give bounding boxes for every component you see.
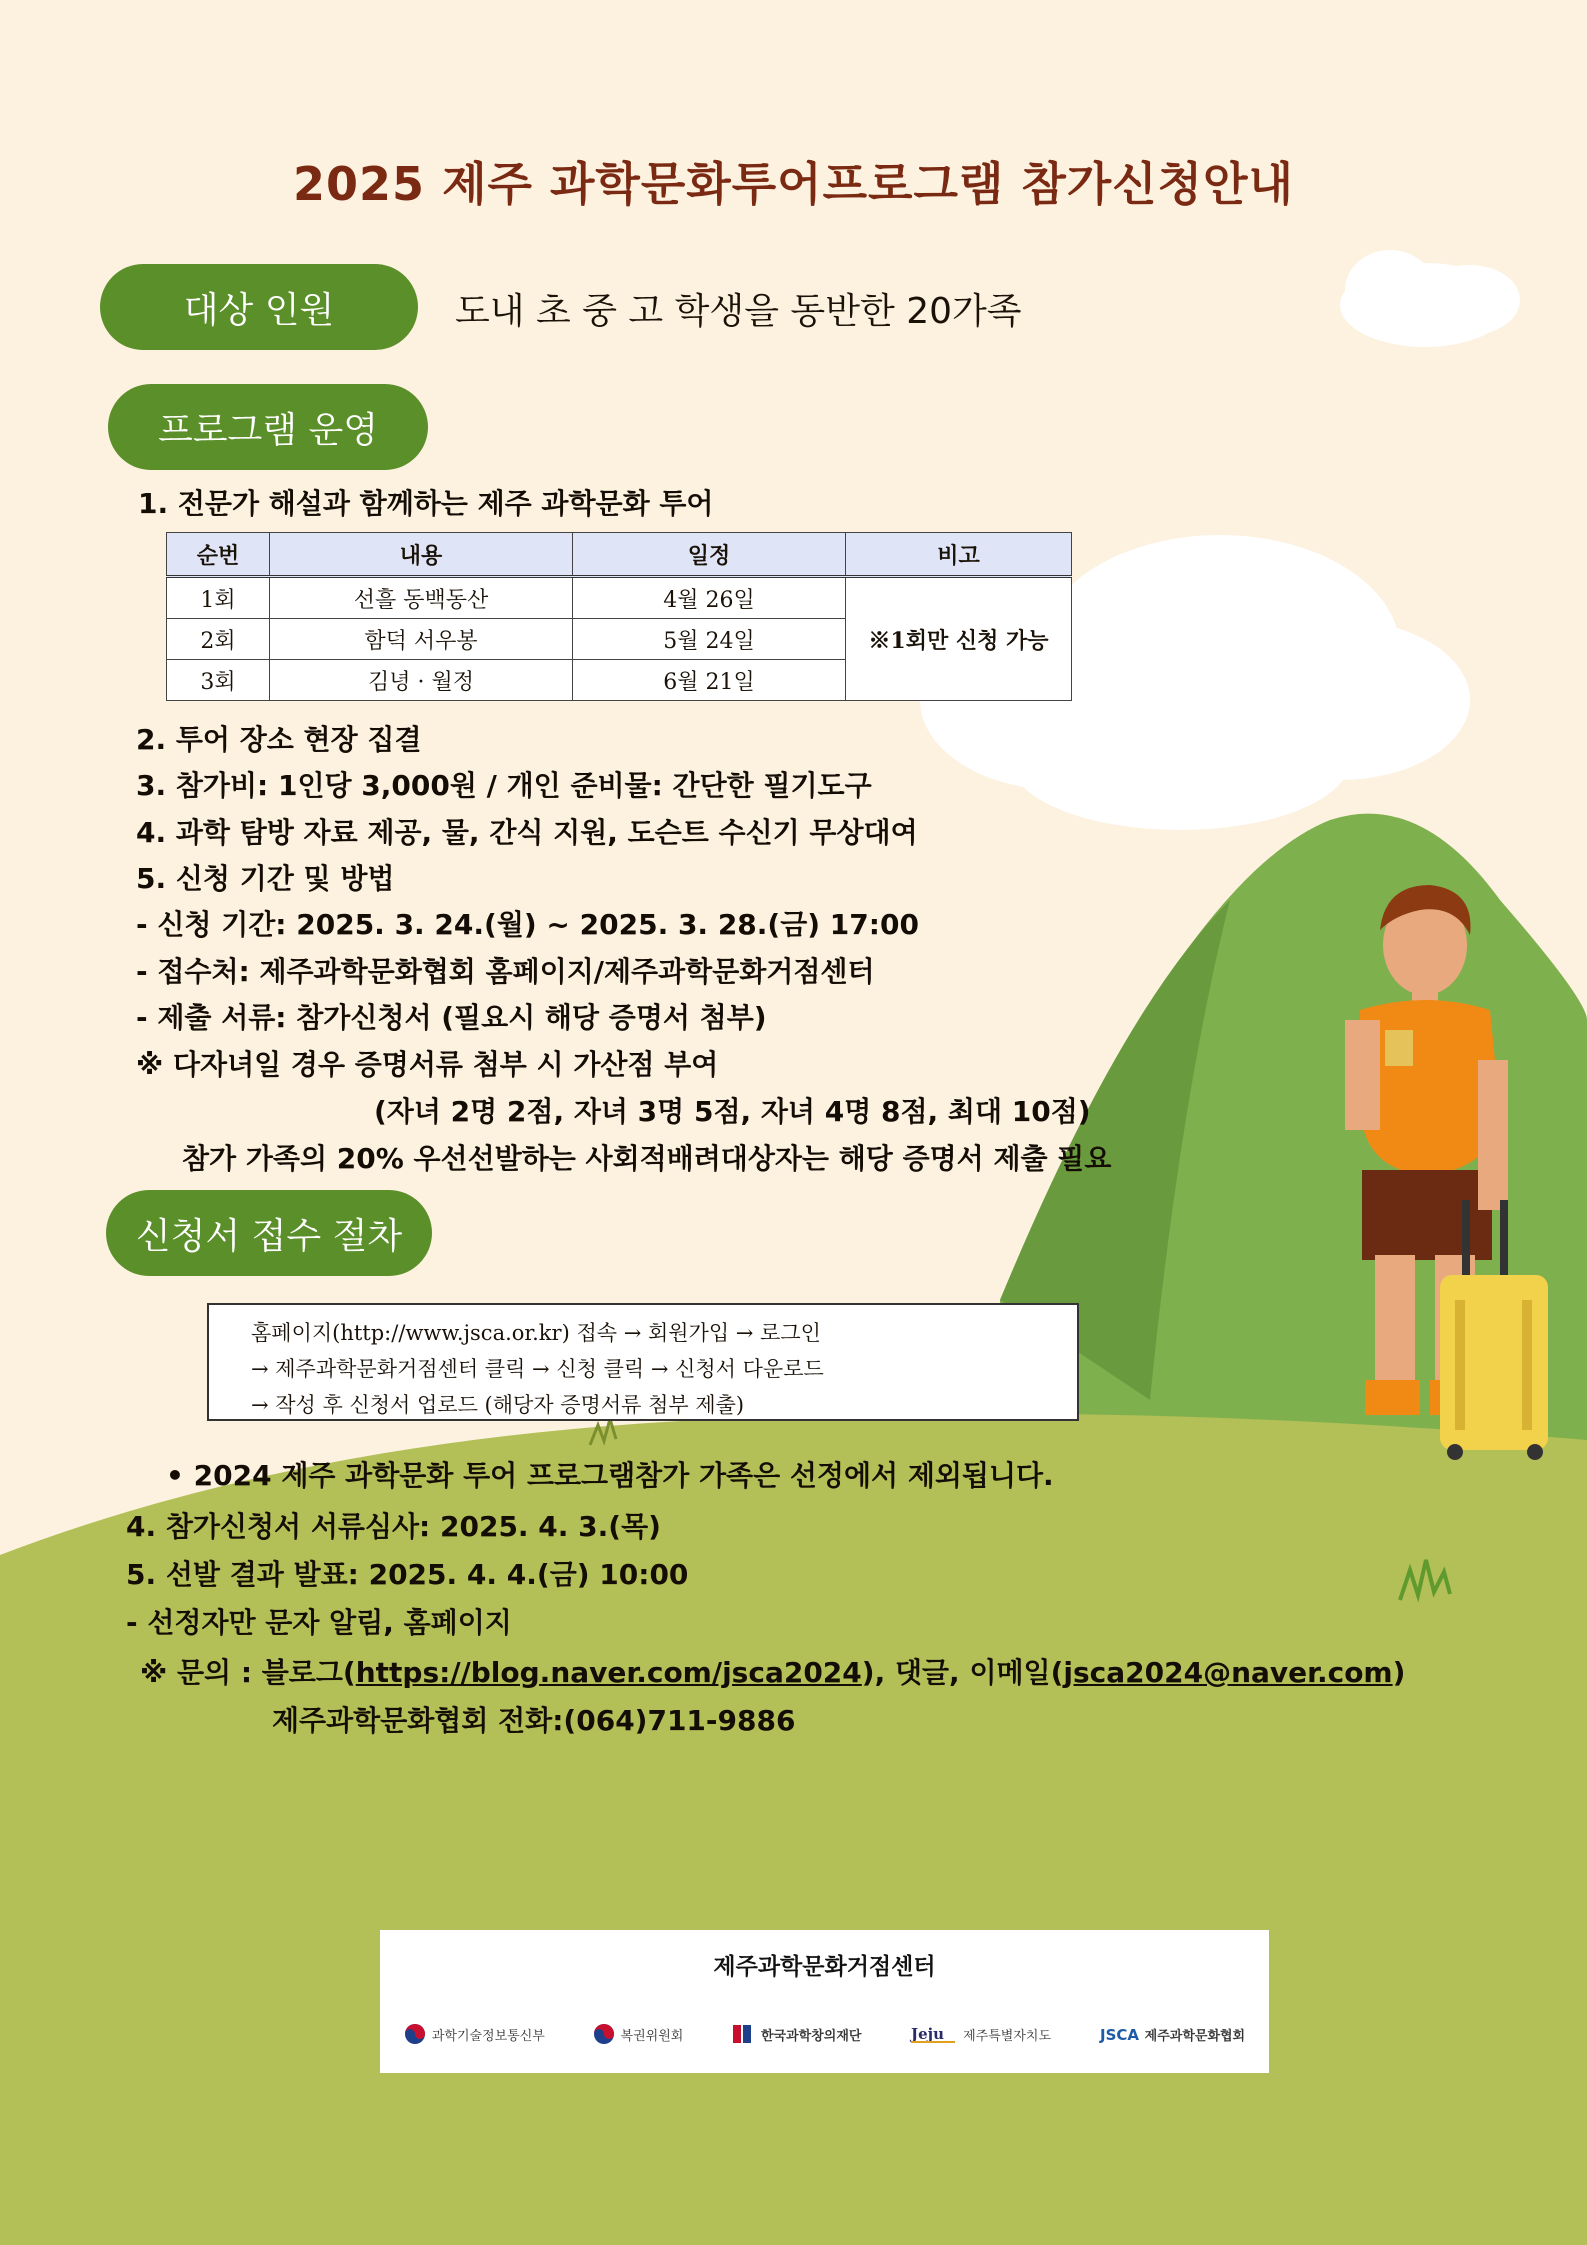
procedure-line: 4. 참가신청서 서류심사: 2025. 4. 3.(목)	[126, 1510, 661, 1543]
program-line: 참가 가족의 20% 우선선발하는 사회적배려대상자는 해당 증명서 제출 필요	[182, 1142, 1112, 1175]
logo-lottery: 복권위원회	[593, 2023, 684, 2045]
logo-jeju: Jeju 제주특별자치도	[911, 2025, 1051, 2044]
logo-msit: 과학기술정보통신부	[404, 2023, 545, 2045]
kofac-logo-icon	[731, 2022, 755, 2046]
contact-prefix: ※ 문의 : 블로그(	[140, 1656, 356, 1689]
table-cell: 1회	[167, 577, 270, 619]
procedure-steps-box	[207, 1303, 1079, 1421]
program-line: ※ 다자녀일 경우 증명서류 첨부 시 가산점 부여	[136, 1048, 719, 1081]
logo-jsca: JSCA 제주과학문화협회	[1099, 2022, 1245, 2046]
table-row	[167, 577, 1072, 619]
logo-kofac: 한국과학창의재단	[731, 2022, 861, 2046]
center-name: 제주과학문화거점센터	[713, 1954, 936, 1980]
table-header: 내용	[270, 533, 573, 577]
schedule-table	[166, 532, 1072, 701]
program-line: 4. 과학 탐방 자료 제공, 물, 간식 지원, 도슨트 수신기 무상대여	[136, 816, 918, 849]
svg-text:Jeju: Jeju	[911, 2025, 945, 2043]
program-section-label: 프로그램 운영	[108, 384, 428, 470]
target-section-label: 대상 인원	[100, 264, 418, 350]
program-line: - 제출 서류: 참가신청서 (필요시 해당 증명서 첨부)	[136, 1001, 767, 1034]
procedure-line: - 선정자만 문자 알림, 홈페이지	[126, 1606, 512, 1639]
table-header: 일정	[573, 533, 846, 577]
logo-row	[380, 2022, 1269, 2046]
program-line: 5. 신청 기간 및 방법	[136, 862, 395, 895]
procedure-line: 5. 선발 결과 발표: 2025. 4. 4.(금) 10:00	[126, 1558, 689, 1591]
table-cell: 6월 21일	[573, 660, 846, 701]
sponsor-logo-box	[380, 1930, 1269, 2073]
table-cell: 선흘 동백동산	[270, 577, 573, 619]
program-line: (자녀 2명 2점, 자녀 3명 5점, 자녀 4명 8점, 최대 10점)	[374, 1095, 1091, 1128]
jeju-logo-icon	[909, 2023, 957, 2045]
table-header: 순번	[167, 533, 270, 577]
contact-line	[140, 1651, 1405, 1691]
table-note: ※1회만 신청 가능	[846, 577, 1072, 701]
table-cell: 함덕 서우봉	[270, 619, 573, 660]
exclusion-notice: • 2024 제주 과학문화 투어 프로그램참가 가족은 선정에서 제외됩니다.	[166, 1459, 1054, 1492]
program-item-1: 1. 전문가 해설과 함께하는 제주 과학문화 투어	[138, 487, 714, 520]
table-cell: 2회	[167, 619, 270, 660]
procedure-step: 홈페이지(http://www.jsca.or.kr) 접속 → 회원가입 → 로그인	[251, 1321, 821, 1345]
procedure-section-label: 신청서 접수 절차	[106, 1190, 432, 1276]
contact-mid: ), 댓글, 이메일(	[861, 1656, 1064, 1689]
taegeuk-icon	[404, 2023, 426, 2045]
table-cell: 김녕 · 월정	[270, 660, 573, 701]
email-link[interactable]: jsca2024@naver.com	[1063, 1656, 1393, 1689]
table-header: 비고	[846, 533, 1072, 577]
svg-text:JSCA: JSCA	[1099, 2026, 1139, 2044]
contact-phone: 제주과학문화협회 전화:(064)711-9886	[272, 1704, 796, 1737]
blog-link[interactable]: https://blog.naver.com/jsca2024	[355, 1656, 862, 1689]
program-line: - 신청 기간: 2025. 3. 24.(월) ~ 2025. 3. 28.(금) 17:00	[136, 908, 919, 941]
procedure-step: → 작성 후 신청서 업로드 (해당자 증명서류 첨부 제출)	[251, 1393, 745, 1417]
table-cell: 5월 24일	[573, 619, 846, 660]
cloud-icon	[1340, 250, 1520, 347]
program-line: 3. 참가비: 1인당 3,000원 / 개인 준비물: 간단한 필기도구	[136, 769, 872, 802]
table-cell: 3회	[167, 660, 270, 701]
contact-suffix: )	[1392, 1656, 1406, 1689]
jsca-logo-icon	[1099, 2022, 1139, 2046]
taegeuk-icon	[593, 2023, 615, 2045]
program-line: 2. 투어 장소 현장 집결	[136, 723, 422, 756]
target-description: 도내 초 중 고 학생을 동반한 20가족	[455, 291, 1022, 332]
program-line: - 접수처: 제주과학문화협회 홈페이지/제주과학문화거점센터	[136, 955, 875, 988]
page-title: 2025 제주 과학문화투어프로그램 참가신청안내	[293, 157, 1294, 211]
procedure-step: → 제주과학문화거점센터 클릭 → 신청 클릭 → 신청서 다운로드	[251, 1357, 824, 1381]
table-cell: 4월 26일	[573, 577, 846, 619]
